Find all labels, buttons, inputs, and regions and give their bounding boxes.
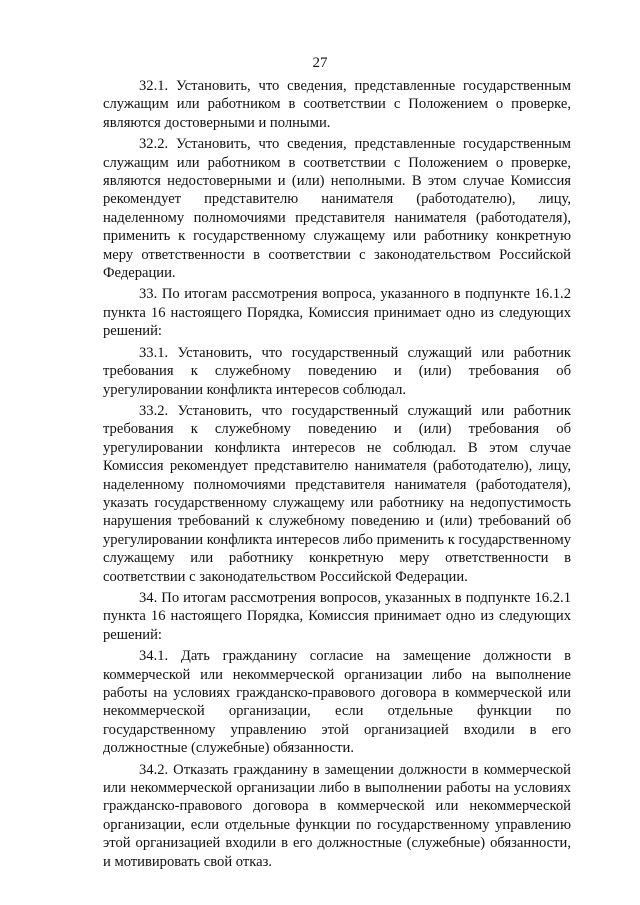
paragraph-33: 33. По итогам рассмотрения вопроса, указанного в подпункте 16.1.2 пункта 16 настоящего Порядка, Комиссия принимает одно из следующих решений: xyxy=(103,286,571,340)
paragraph-32-2: 32.2. Установить, что сведения, представленные государственным служащим или работником в соответствии с Положением о проверке, являются недостоверными и (или) неполными. В этом случае Комиссия рекомендует представителю нанимателя (работодателю), лицу, наделенному полномочиями представителя нанимателя (работодателя), применить к государственному служащему или работнику конкретную меру ответственности в соответствии с законодательством Российской Федерации. xyxy=(103,136,571,282)
document-body xyxy=(103,77,571,874)
paragraph-32-1: 32.1. Установить, что сведения, представленные государственным служащим или работником в соответствии с Положением о проверке, являются достоверными и полными. xyxy=(103,78,571,131)
page-number: 27 xyxy=(312,55,328,71)
paragraph-34-1: 34.1. Дать гражданину согласие на замещение должности в коммерческой или некоммерческой организации либо на выполнение работы на условиях гражданско-правового договора в коммерческой или некоммерческой организации, если отдельные функции по государственному управлению этой организацией входили в его должностные (служебные) обязанности. xyxy=(103,648,571,757)
paragraph-33-1: 33.1. Установить, что государственный служащий или работник требования к служебному поведению и (или) требования об урегулировании конфликта интересов соблюдал. xyxy=(103,344,571,398)
paragraph-34-2: 34.2. Отказать гражданину в замещении должности в коммерческой или некоммерческой организации либо в выполнении работы на условиях гражданско-правового договора в коммерческой или некоммерческой организации, если отдельные функции по государственному управлению этой организацией входили в его должностные (служебные) обязанности, и мотивировать свой отказ. xyxy=(103,761,571,870)
paragraph-34: 34. По итогам рассмотрения вопросов, указанных в подпункте 16.2.1 пункта 16 настоящего Порядка, Комиссия принимает одно из следующих решений: xyxy=(103,589,571,643)
paragraph-33-2: 33.2. Установить, что государственный служащий или работник требования к служебному поведению и (или) требования об урегулировании конфликта интересов не соблюдал. В этом случае Комиссия рекомендует представителю нанимателя (работодателю), лицу, наделенному полномочиями представителя нанимателя (работодателя), указать государственному служащему или работнику на недопустимость нарушения требований к служебному поведению и (или) требований об урегулировании конфликта интересов либо применить к государственному служащему или работнику конкретную меру ответственности в соответствии с законодательством Российской Федерации. xyxy=(103,402,571,585)
